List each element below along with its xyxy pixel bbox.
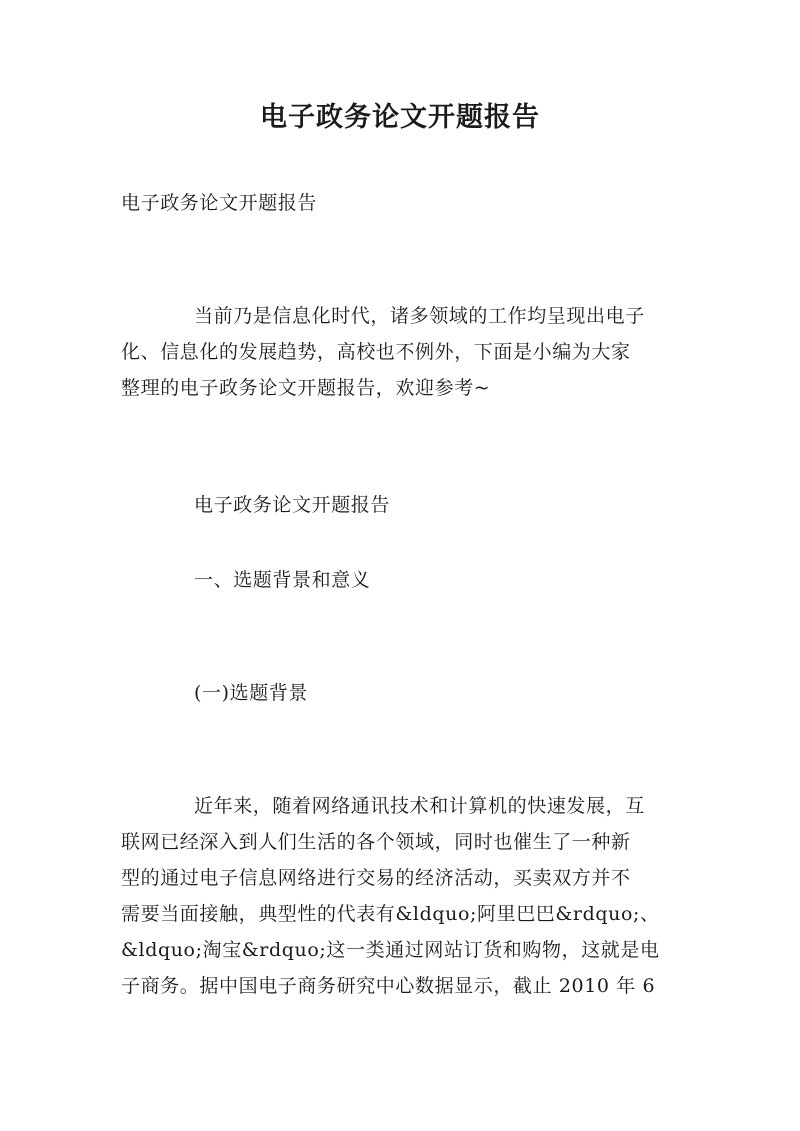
document-title: 电子政务论文开题报告 — [260, 102, 540, 133]
paragraph-line: 子商务。据中国电子商务研究中心数据显示，截止 2010 年 6 — [121, 975, 656, 997]
background-paragraph — [121, 788, 681, 1004]
paragraph-line: 联网已经深入到人们生活的各个领域，同时也催生了一种新 — [121, 831, 631, 853]
paragraph-line: 型的通过电子信息网络进行交易的经济活动，买卖双方并不 — [121, 867, 631, 889]
intro-line: 整理的电子政务论文开题报告，欢迎参考~ — [121, 377, 491, 399]
section-heading-background: 一、选题背景和意义 — [194, 569, 371, 591]
paragraph-line: &ldquo;淘宝&rdquo;这一类通过网站订货和购物，这就是电 — [121, 939, 660, 961]
paragraph-line: 近年来，随着网络通讯技术和计算机的快速发展，互 — [194, 795, 645, 817]
intro-paragraph — [121, 298, 681, 406]
intro-line: 化、信息化的发展趋势，高校也不例外，下面是小编为大家 — [121, 341, 631, 363]
intro-line: 当前乃是信息化时代，诸多领域的工作均呈现出电子 — [194, 305, 645, 327]
report-heading: 电子政务论文开题报告 — [194, 494, 391, 516]
document-subtitle: 电子政务论文开题报告 — [121, 192, 318, 214]
paragraph-line: 需要当面接触，典型性的代表有&ldquo;阿里巴巴&rdquo;、 — [121, 903, 660, 925]
subsection-heading-background: (一)选题背景 — [194, 682, 309, 704]
